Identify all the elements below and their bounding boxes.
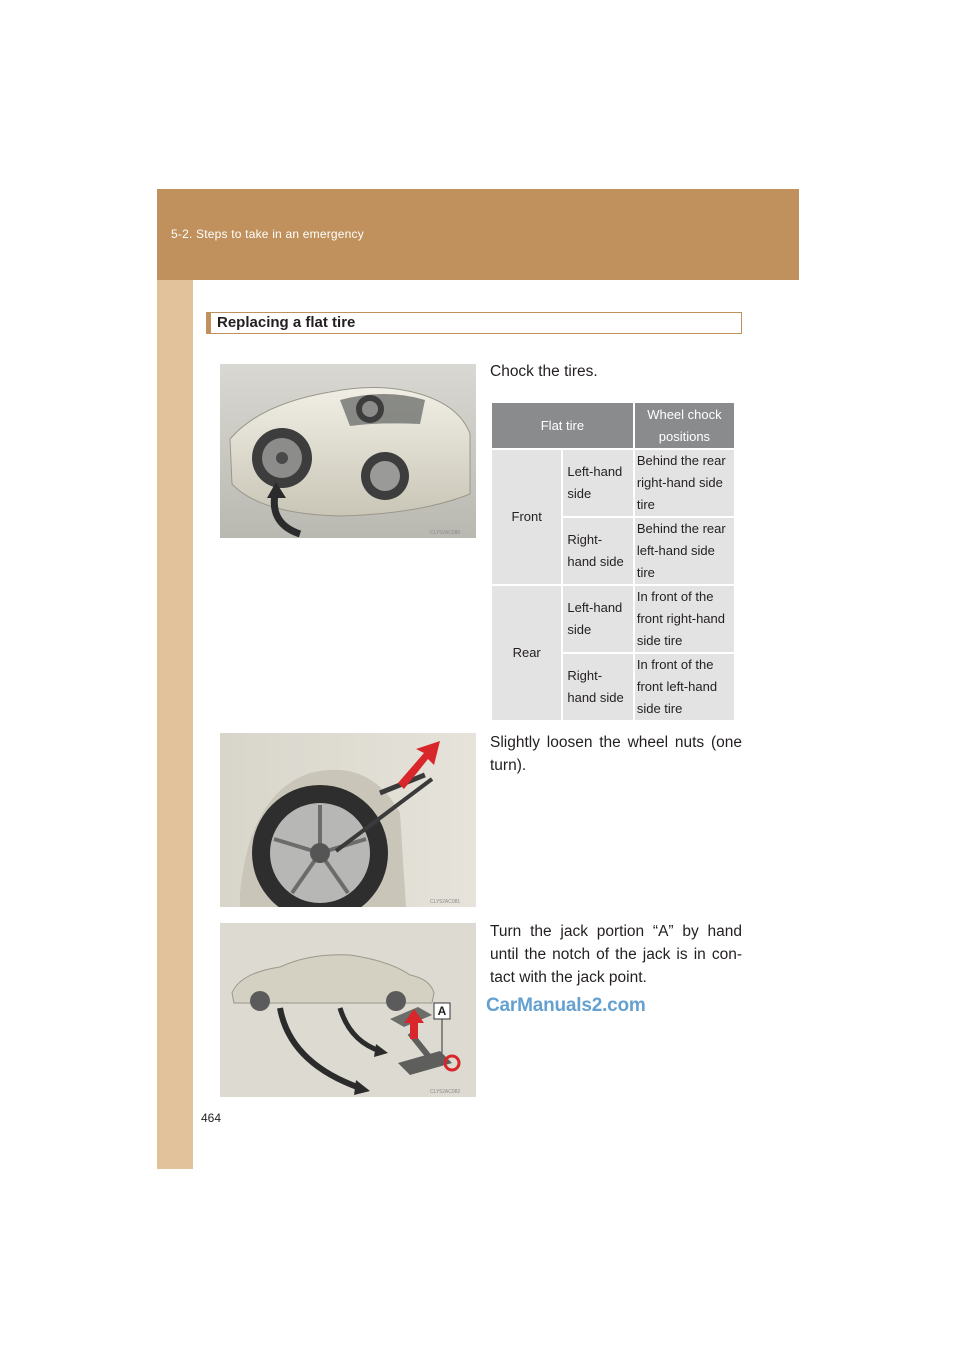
- table-group-label: Front: [492, 450, 561, 584]
- side-strip: [157, 189, 193, 1169]
- table-row: [492, 450, 734, 516]
- step-2-text: Slightly loosen the wheel nuts (one turn).: [490, 734, 742, 774]
- page-number: 464: [201, 1111, 222, 1125]
- table-side-cell: Right-hand side: [563, 518, 632, 584]
- table-side-cell: Left-hand side: [563, 586, 632, 652]
- table-position-cell: In front of the front right-hand side tire: [635, 586, 734, 652]
- car-chock-image: [220, 364, 476, 538]
- table-position-cell: In front of the front left-hand side tire: [635, 654, 734, 720]
- image-code: CLY52AC082: [430, 1089, 461, 1095]
- section-heading-bar: [207, 313, 211, 333]
- step-1-illustration: [220, 364, 476, 538]
- step-3-illustration: [220, 923, 476, 1097]
- table-group-label: Rear: [492, 586, 561, 720]
- step-1-text: Chock the tires.: [490, 363, 598, 380]
- image-code: CLY52AC081: [430, 899, 461, 905]
- image-code: CLY52AC080: [430, 530, 461, 536]
- watermark: CarManuals2.com: [486, 995, 646, 1016]
- step-3-text: Turn the jack portion “A” by hand until the notch of the jack is in con-tact with the jack point.: [490, 923, 742, 986]
- table-position-cell: Behind the rear right-hand side tire: [635, 450, 734, 516]
- chapter-title: 5-2. Steps to take in an emergency: [171, 227, 364, 241]
- wheel-nut-image: [220, 733, 476, 907]
- table-side-cell: Right-hand side: [563, 654, 632, 720]
- wheel-chock-table: [490, 401, 736, 722]
- table-position-cell: Behind the rear left-hand side tire: [635, 518, 734, 584]
- section-title: Replacing a flat tire: [217, 314, 356, 331]
- table-row: [492, 586, 734, 652]
- table-side-cell: Left-hand side: [563, 450, 632, 516]
- table-header-chock-positions: Wheel chock positions: [635, 403, 734, 448]
- section-heading: [206, 312, 742, 334]
- table-header-flat-tire: Flat tire: [492, 403, 633, 448]
- step-2-illustration: [220, 733, 476, 907]
- jack-portion-label: A: [437, 1004, 447, 1018]
